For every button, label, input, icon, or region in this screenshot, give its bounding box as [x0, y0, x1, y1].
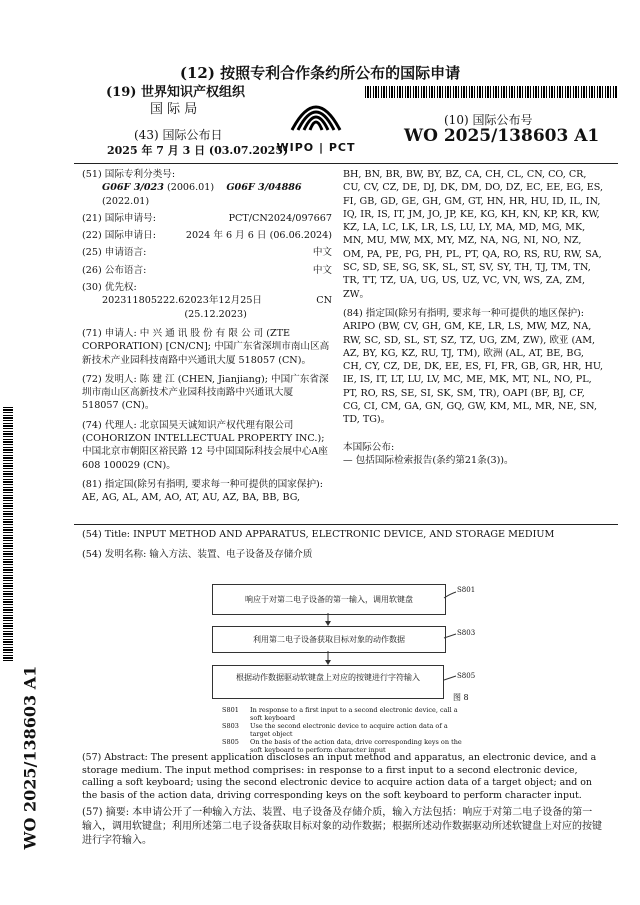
field-74: (74) 代理人: 北京国昊天诚知识产权代理有限公司 (COHORIZON INTELLECTUAL PROPERTY INC.); 中国北京市朝阳区裕民路 12 号中国国际科技会展中心A座608 100029 (CN)。: [82, 419, 328, 471]
step-s803: S803: [457, 629, 476, 637]
legend-text: In response to a first input to a second electronic device, call a soft keyboard: [250, 706, 458, 722]
field-30-label: (30) 优先权:: [82, 282, 137, 294]
legend-code: S801: [222, 706, 239, 714]
legend-row: [222, 706, 462, 722]
org-num: (19): [106, 85, 137, 100]
abstract-zh: (57) 摘要: 本申请公开了一种输入方法、装置、电子设备及存储介质，输入方法包括：响应于对第二电子设备的第一输入，调用软键盘；利用所述第二电子设备获取目标对象的动作数据；根据所述动作数据驱动所述软键盘上对应的按键进行字符输入。: [82, 807, 602, 846]
legend-text: Use the second electronic device to acquire action data of a target object: [250, 722, 448, 738]
ipc-a: G06F 3/023: [102, 182, 164, 194]
field-21-value: PCT/CN2024/097667: [228, 212, 332, 224]
pubdate: 2025 年 7 月 3 日 (03.07.2025): [107, 144, 289, 157]
step-s801: S801: [457, 586, 476, 594]
field-26-value: 中文: [312, 264, 332, 276]
field-21-label: (21) 国际申请号:: [82, 212, 156, 224]
pubno-label: (10) 国际公布号: [444, 113, 533, 127]
leader-3: [444, 676, 456, 680]
legend-text: On the basis of the action data, drive corresponding keys on the soft keyboard to perform character input: [250, 738, 462, 754]
pubdate-label: (43) 国际公布日: [134, 128, 223, 142]
field-72: (72) 发明人: 陈 建 江 (CHEN, Jianjiang); 中国广东省深圳市南山区高新技术产业园科技南路中兴通讯大厦 518057 (CN)。: [82, 373, 329, 412]
pub-label: 本国际公布:: [343, 441, 395, 453]
flow-box-1: 响应于对第二电子设备的第一输入，调用软键盘: [212, 584, 446, 615]
field-25-value: 中文: [312, 247, 332, 259]
abstract-en: (57) Abstract: The present application discloses an input method and apparatus, an electronic device, and a storage medium. The input method comprises: in response to a first input to a second electronic device, calling a soft keyboard; using the second electronic device to acquire action data of a target object; and on the basis of the action data, driving corresponding keys on the soft keyboard to perform character input.: [82, 752, 597, 801]
field-81: (81) 指定国(除另有指明, 要求每一种可提供的国家保护): AE, AG, AL, AM, AO, AT, AU, AZ, BA, BB, BG,: [82, 478, 324, 504]
field-22-value: 2024 年 6 月 6 日 (06.06.2024): [185, 230, 332, 242]
pubno: WO 2025/138603 A1: [404, 126, 600, 146]
priority-cc: CN: [316, 295, 332, 307]
field-81-cont: BH, BN, BR, BW, BY, BZ, CA, CH, CL, CN, CO, CR, CU, CV, CZ, DE, DJ, DK, DM, DO, DZ, EC, EE, EG, ES, FI, GB, GD, GE, GH, GM, GT, HN, HR, HU, ID, IL, IN, IQ, IR, IS, IT, JM, JO, JP, KE, KG, KH, KN, KP, KR, KW, KZ, LA, LC, LK, LR, LS, LU, LY, MA, MD, MG, MK, MN, MU, MW, MX, MY, MZ, NA, NG, NI, NO, NZ, OM, PA, PE, PG, PH, PL, PT, QA, RO, RS, RU, RW, SA, SC, SD, SE, SG, SK, SL, ST, SV, SY, TH, TJ, TM, TN, TR, TT, TZ, UA, UG, US, UZ, VC, VN, WS, ZA, ZM, ZW。: [343, 169, 604, 300]
arrowhead-2: [325, 660, 331, 665]
ipc-b-date: (2022.01): [102, 195, 150, 207]
title-zh: (54) 发明名称: 输入方法、装置、电子设备及存储介质: [82, 549, 313, 560]
priority-no: 202311805222.6: [102, 295, 185, 307]
field-26-label: (26) 公布语言:: [82, 264, 147, 276]
flow-box-3: 根据动作数据驱动软键盘上对应的按键进行字符输入: [212, 665, 444, 699]
legend-code: S805: [222, 738, 239, 746]
ipc-b: G06F 3/04886: [226, 182, 302, 194]
leader-1: [444, 592, 456, 598]
field-51-label: (51) 国际专利分类号:: [82, 169, 176, 180]
figure-caption: 图 8: [453, 693, 469, 702]
pub-item: — 包括国际检索报告(条约第21条(3))。: [343, 454, 514, 466]
field-84: (84) 指定国(除另有指明, 要求每一种可提供的地区保护): ARIPO (BW, CV, GH, GM, KE, LR, LS, MW, MZ, NA, RW, SC, SD, SL, ST, SZ, TZ, UG, ZM, ZW), 欧亚 (AM, AZ, BY, KG, KZ, RU, TJ, TM), 欧洲 (AL, AT, BE, BG, CH, CY, CZ, DE, DK, EE, ES, FI, FR, GB, GR, HR, HU, IE, IS, IT, LT, LU, LV, MC, ME, MK, MT, NL, NO, PL, PT, RO, RS, SE, SI, SK, SM, TR), OAPI (BF, BJ, CF, CG, CI, CM, GA, GN, GQ, GW, KM, ML, MR, NE, SN, TD, TG)。: [343, 307, 604, 426]
field-25-label: (25) 申请语言:: [82, 247, 147, 259]
field-22-label: (22) 国际申请日:: [82, 230, 156, 242]
priority-date: 2023年12月25日 (25.12.2023): [184, 295, 263, 320]
field-71: (71) 申请人: 中 兴 通 讯 股 份 有 限 公 司 (ZTE CORPORATION) [CN/CN]; 中国广东省深圳市南山区高新技术产业园科技南路中兴通讯大厦 518057 (CN)。: [82, 327, 330, 366]
leader-2: [444, 634, 456, 638]
flow-box-2: 利用第二电子设备获取目标对象的动作数据: [212, 626, 446, 653]
legend-row: [222, 722, 462, 738]
arrowhead-1: [325, 621, 331, 626]
document-title: (12) 按照专利合作条约所公布的国际申请: [179, 64, 461, 82]
legend-code: S803: [222, 722, 239, 730]
org-name: 世界知识产权组织: [140, 85, 245, 100]
wipo-text: WIPO | PCT: [276, 141, 356, 154]
org-sub: 国 际 局: [150, 102, 198, 117]
side-pubno: WO 2025/138603 A1: [20, 665, 40, 850]
title-en: (54) Title: INPUT METHOD AND APPARATUS, ELECTRONIC DEVICE, AND STORAGE MEDIUM: [82, 529, 555, 540]
ipc-a-date: (2006.01): [166, 182, 215, 194]
step-s805: S805: [457, 672, 476, 680]
figure-legend: [222, 706, 462, 754]
